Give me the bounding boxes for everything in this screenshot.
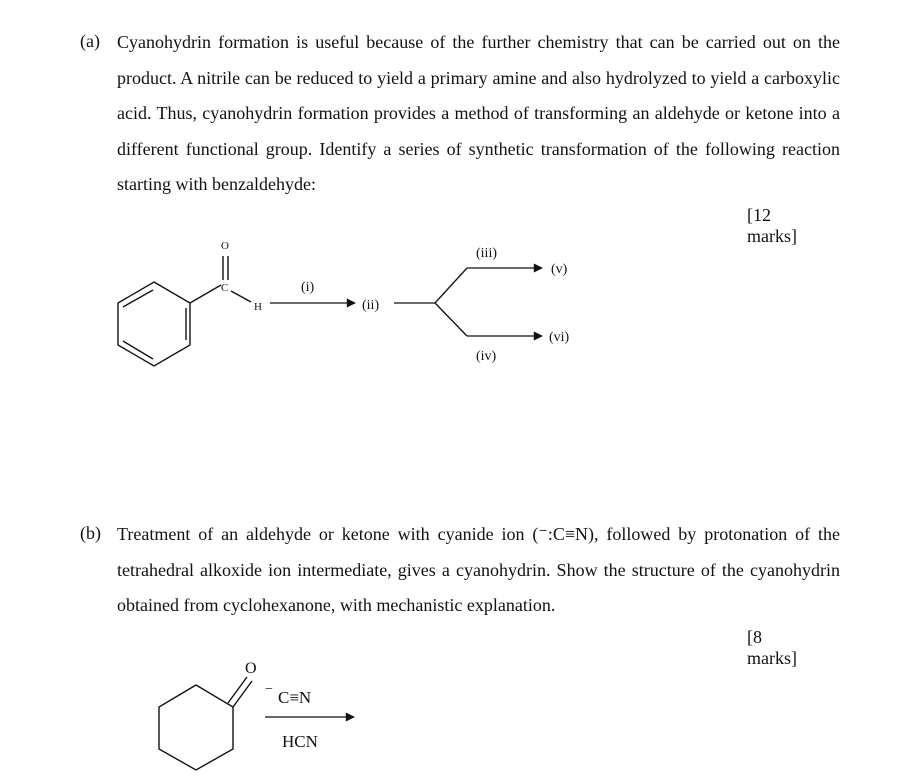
cyclohexane-ring [159,685,233,770]
question-b-text [117,517,840,624]
step-label-vi: (vi) [549,330,570,345]
ketone-double-bond [233,681,252,707]
cyclohexanone-structure [159,677,252,770]
step-label-v: (v) [551,262,568,277]
step-label-iv: (iv) [476,349,497,364]
question-a-label: (a) [80,31,100,51]
step-label-iii: (iii) [476,246,497,261]
aromatic-double-bond [123,341,153,359]
question-b-marks: [8 marks] [747,627,797,668]
atom-label-o: O [221,240,229,252]
aromatic-double-bond [123,290,153,307]
atom-label-h: H [254,301,262,313]
branch-lines [394,268,467,336]
reagent-charge: − [265,682,273,697]
benzene-ring [118,282,190,366]
aldehyde-h-bond [231,291,251,302]
step-label-ii: (ii) [362,298,380,313]
step-label-i: (i) [301,280,315,295]
atom-label-c: C [221,282,229,294]
ketone-double-bond [228,677,247,703]
reagent-hcn: HCN [282,732,318,751]
question-a-paragraph: Cyanohydrin formation is useful because of the further chemistry that can be carried out on the product. A nitrile can be reduced to yield a primary amine and also hydrolyzed to yield a carboxylic acid. Thus, cyanohydrin formation provides a method of transforming an aldehyde or ketone into a different functional group. Identify a series of synthetic transformation of the following reaction starting with benzaldehyde: [117,32,840,195]
benzaldehyde-structure [118,256,251,366]
atom-label-o: O [245,660,257,677]
question-a-marks: [12 marks] [747,205,797,246]
question-b-label: (b) [80,523,101,543]
ring-carbonyl-bond [190,285,221,303]
question-b-paragraph: Treatment of an aldehyde or ketone with cyanide ion (⁻:C≡N), followed by protonation of the tetrahedral alkoxide ion intermediate, gives a cyanohydrin. Show the structure of the cyanohydrin obtained from cyclohexanone, with mechanistic explanation. [117,524,840,616]
reagent-cyanide: C≡N [278,688,312,707]
question-a-text [117,25,840,203]
